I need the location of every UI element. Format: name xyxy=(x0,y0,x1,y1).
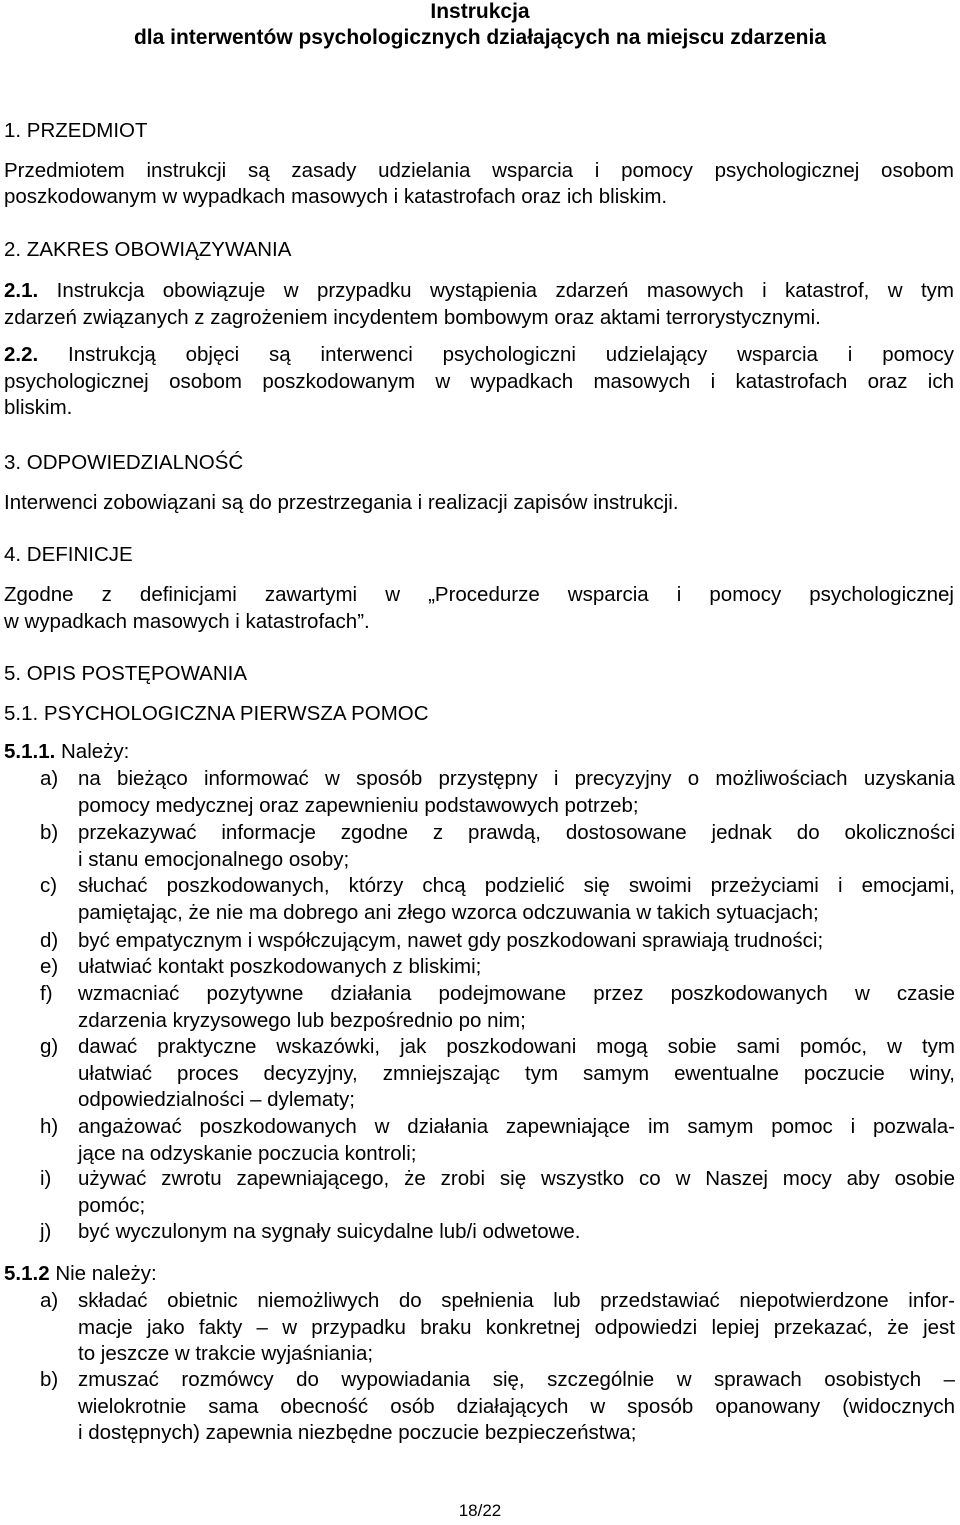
list-item-label: h) xyxy=(40,1115,59,1138)
paragraph-number: 5.1.1. xyxy=(4,740,56,763)
list-item-line: to jeszcze w trakcie wyjaśniania; xyxy=(78,1342,374,1365)
list-item-label: d) xyxy=(40,929,59,952)
list-item-text xyxy=(78,928,955,955)
list-item-line: być wyczulonym na sygnały suicydalne lub/i odwetowe. xyxy=(78,1220,581,1243)
list-item-text xyxy=(78,820,955,873)
list-item-line: dawać praktyczne wskazówki, jak poszkodowani mogą sobie sami pomóc, w tym xyxy=(78,1035,955,1058)
section-heading-definicje: 4. DEFINICJE xyxy=(4,543,133,566)
paragraph-number: 5.1.2 xyxy=(4,1262,50,1285)
list-item-line: ułatwiać proces decyzyjny, zmniejszając tym samym ewentualne poczucie winy, xyxy=(78,1061,955,1085)
section-heading-przedmiot: 1. PRZEDMIOT xyxy=(4,119,148,142)
section-heading-odpowiedzialnosc: 3. ODPOWIEDZIALNOŚĆ xyxy=(4,451,244,474)
list-item-text xyxy=(78,1166,955,1219)
list-item-text xyxy=(78,954,955,981)
list-item-text xyxy=(78,1034,955,1114)
paragraph-text: psychologicznej osobom poszkodowanym w wypadkach masowych i katastrofach oraz ich xyxy=(4,369,954,393)
paragraph-number: 2.2. xyxy=(4,343,39,366)
must-label: Należy: xyxy=(61,740,130,763)
paragraph-2-2 xyxy=(4,342,954,422)
list-item-line: pamiętając, że nie ma dobrego ani złego wzorca odczuwania w takich sytuacjach; xyxy=(78,900,819,924)
mustnot-heading xyxy=(4,1261,157,1288)
section-heading-zakres: 2. ZAKRES OBOWIĄZYWANIA xyxy=(4,238,292,261)
s1-line-2: poszkodowanym w wypadkach masowych i katastrofach oraz ich bliskim. xyxy=(4,185,668,208)
list-item-line: angażować poszkodowanych w działania zapewniające im samym pomoc i pozwala- xyxy=(78,1115,955,1138)
page-number: 18/22 xyxy=(458,1501,502,1520)
list-item-label: c) xyxy=(40,874,58,897)
paragraph-2-1 xyxy=(4,278,954,331)
list-item-line: ułatwiać kontakt poszkodowanych z bliskimi; xyxy=(78,955,482,978)
list-item-label: i) xyxy=(40,1167,52,1190)
list-item-text xyxy=(78,1219,955,1246)
list-item-text xyxy=(78,981,955,1034)
list-item-line: pomóc; xyxy=(78,1193,146,1217)
s4-line-1: Zgodne z definicjami zawartymi w „Procedurze wsparcia i pomocy psychologicznej xyxy=(4,583,954,606)
list-item-line: być empatycznym i współczującym, nawet gdy poszkodowani sprawiają trudności; xyxy=(78,929,824,952)
list-item-label: g) xyxy=(40,1035,59,1058)
list-item-label: e) xyxy=(40,955,59,978)
list-item-line: na bieżąco informować w sposób przystępny i precyzyjny o możliwościach uzyskania xyxy=(78,767,955,790)
list-item-label: a) xyxy=(40,1289,59,1312)
list-item-label: a) xyxy=(40,767,59,790)
list-item-line: wzmacniać pozytywne działania podejmowane przez poszkodowanych w czasie xyxy=(78,982,955,1005)
list-item-line: jące na odzyskanie poczucia kontroli; xyxy=(78,1141,417,1165)
list-item-line: i stanu emocjonalnego osoby; xyxy=(78,847,350,871)
list-item-line: składać obietnic niemożliwych do spełnienia lub przedstawiać niepotwierdzone infor- xyxy=(78,1289,955,1312)
paragraph-number: 2.1. xyxy=(4,279,39,302)
list-item-label: f) xyxy=(40,982,53,1005)
document-subtitle: dla interwentów psychologicznych działających na miejscu zdarzenia xyxy=(133,26,827,49)
list-item-label: j) xyxy=(40,1220,52,1243)
list-item-line: macje jako fakty – w przypadku braku konkretnej odpowiedzi lepiej przekazać, że jest xyxy=(78,1315,955,1339)
list-item-text xyxy=(78,1288,955,1368)
list-item-line: odpowiedzialności – dylematy; xyxy=(78,1088,355,1111)
paragraph-text: zdarzeń związanych z zagrożeniem incydentem bombowym oraz aktami terrorystycznymi. xyxy=(4,305,821,329)
list-item-text xyxy=(78,766,955,819)
list-item-text xyxy=(78,1114,955,1167)
list-item-label: b) xyxy=(40,821,59,844)
list-item-label: b) xyxy=(40,1368,59,1391)
list-item-line: pomocy medycznej oraz zapewnieniu podstawowych potrzeb; xyxy=(78,793,639,817)
paragraph-text: Instrukcja obowiązuje w przypadku wystąpienia zdarzeń masowych i katastrof, w tym xyxy=(56,279,954,302)
section-heading-opis: 5. OPIS POSTĘPOWANIA xyxy=(4,662,248,685)
must-heading xyxy=(4,739,129,766)
list-item-line: zdarzenia kryzysowego lub bezpośrednio po nim; xyxy=(78,1008,526,1032)
list-item-line: używać zwrotu zapewniającego, że zrobi się wszystko co w Naszej mocy aby osobie xyxy=(78,1167,955,1190)
list-item-line: przekazywać informacje zgodne z prawdą, dostosowane jednak do okoliczności xyxy=(78,821,955,844)
list-item-line: wielokrotnie sama obecność osób działających w sposób opanowany (widocznych xyxy=(78,1394,955,1418)
subsection-heading-ppp: 5.1. PSYCHOLOGICZNA PIERWSZA POMOC xyxy=(4,702,429,725)
mustnot-label: Nie należy: xyxy=(55,1262,157,1285)
list-item-line: słuchać poszkodowanych, którzy chcą podzielić się swoimi przeżyciami i emocjami, xyxy=(78,874,955,897)
paragraph-text: Instrukcją objęci są interwenci psychologiczni udzielający wsparcia i pomocy xyxy=(68,343,954,366)
s1-line-1: Przedmiotem instrukcji są zasady udzielania wsparcia i pomocy psychologicznej osobom xyxy=(4,159,954,182)
list-item-text xyxy=(78,873,955,926)
paragraph-text: bliskim. xyxy=(4,396,73,419)
document-title: Instrukcja xyxy=(430,0,530,23)
s3-line-1: Interwenci zobowiązani są do przestrzegania i realizacji zapisów instrukcji. xyxy=(4,491,679,514)
list-item-line: zmuszać rozmówcy do wypowiadania się, szczególnie w sprawach osobistych – xyxy=(78,1368,955,1391)
list-item-line: i dostępnych) zapewnia niezbędne poczucie bezpieczeństwa; xyxy=(78,1421,637,1444)
list-item-text xyxy=(78,1367,955,1447)
s4-line-2: w wypadkach masowych i katastrofach”. xyxy=(4,610,370,633)
